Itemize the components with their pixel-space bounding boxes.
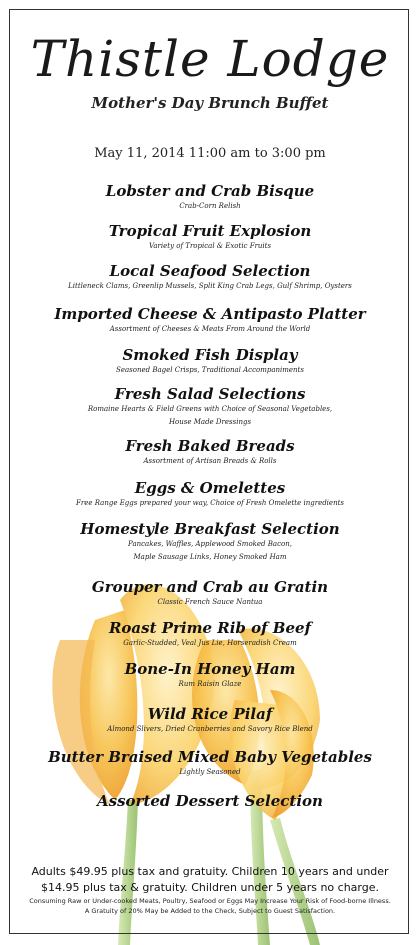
menu-item-description: Lightly Seasoned [179,768,241,776]
menu-item-name: Local Seafood Selection [109,262,311,280]
menu-item [14,182,406,213]
menu-item [14,578,406,609]
menu-item-description: Free Range Eggs prepared your way, Choice of Fresh Omelette ingredients [76,499,344,507]
menu-item-name: Imported Cheese & Antipasto Platter [54,305,366,323]
menu-item-name: Roast Prime Rib of Beef [108,619,312,637]
menu-item-name: Grouper and Crab au Gratin [91,578,329,596]
menu-item-name: Smoked Fish Display [122,346,298,364]
menu-item [14,437,406,468]
menu-item [14,479,406,510]
menu-item-description: House Made Dressings [168,418,252,426]
menu-item [14,262,406,293]
menu-item-description: Seasoned Bagel Crisps, Traditional Accompaniments [116,366,304,374]
menu-item [14,346,406,377]
menu-item [14,748,406,779]
health-warning: Consuming Raw or Under-cooked Meats, Poultry, Seafood or Eggs May Increase Your Risk of Food-borne Illness. [29,897,391,905]
menu-item-name: Fresh Salad Selections [114,385,306,403]
menu-item-description: Variety of Tropical & Exotic Fruits [148,242,272,250]
menu-item-name: Eggs & Omelettes [134,479,286,497]
menu-item [14,705,406,736]
menu-item-description: Pancakes, Waffles, Applewood Smoked Bacon, [128,540,292,548]
menu-item-description: Assortment of Cheeses & Meats From Around the World [109,325,311,333]
menu-item [14,520,406,564]
menu-item-name: Homestyle Breakfast Selection [80,520,340,538]
price-line: Adults $49.95 plus tax and gratuity. Children 10 years and under [31,865,389,878]
menu-item-description: Assortment of Artisan Breads & Rolls [143,457,277,465]
menu-item-name: Fresh Baked Breads [125,437,295,455]
menu-item-description: Garlic-Studded, Veal Jus Lie, Horseradish Cream [123,639,297,647]
event-subtitle: Mother's Day Brunch Buffet [91,94,329,112]
menu-item-description: Crab-Corn Relish [179,202,241,210]
menu-item-description: Rum Raisin Glaze [178,680,242,688]
menu-item-description: Romaine Hearts & Field Greens with Choice of Seasonal Vegetables, [87,405,333,413]
menu-item-description: Classic French Sauce Nantua [157,598,263,606]
menu-item-name: Assorted Dessert Selection [97,792,323,810]
menu-item [14,305,406,336]
menu-item [14,792,406,810]
gratuity-note: A Gratuity of 20% May be Added to the Check, Subject to Guest Satisfaction. [84,907,336,915]
menu-item [14,619,406,650]
event-date-time: May 11, 2014 11:00 am to 3:00 pm [94,146,326,161]
menu-item-description: Almond Slivers, Dried Cranberries and Savory Rice Blend [107,725,313,733]
menu-item [14,222,406,253]
menu-item-description: Maple Sausage Links, Honey Smoked Ham [133,553,287,561]
menu-item-description: Littleneck Clams, Greenlip Mussels, Split King Crab Legs, Gulf Shrimp, Oysters [68,282,352,290]
menu-item-name: Bone-In Honey Ham [124,660,296,678]
menu-item-name: Butter Braised Mixed Baby Vegetables [48,748,372,766]
pricing-footer [14,864,406,916]
menu-item [14,385,406,429]
menu-item-name: Wild Rice Pilaf [147,705,273,723]
menu-item [14,660,406,691]
menu-item-name: Tropical Fruit Explosion [108,222,312,240]
restaurant-title: Thistle Lodge [30,30,390,88]
price-line: $14.95 plus tax & gratuity. Children under 5 years no charge. [41,881,379,894]
menu-item-name: Lobster and Crab Bisque [105,182,315,200]
